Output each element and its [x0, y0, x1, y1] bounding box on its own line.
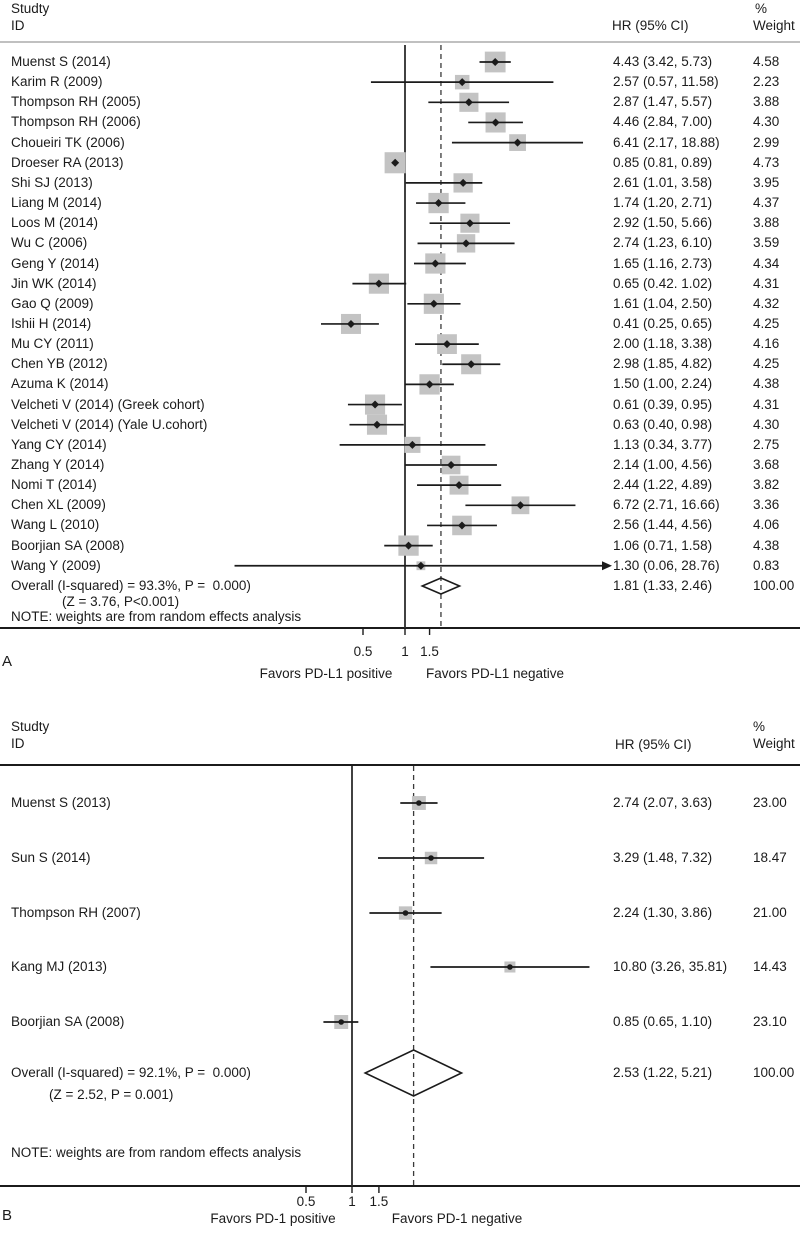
- overall-z-label: (Z = 2.52, P = 0.001): [49, 1087, 174, 1102]
- hr-value: 0.85 (0.81, 0.89): [613, 154, 713, 170]
- axis-tick-label: 1: [401, 644, 409, 659]
- hr-value: 2.98 (1.85, 4.82): [613, 356, 713, 372]
- study-label: Gao Q (2009): [11, 295, 94, 311]
- point-marker: [428, 855, 434, 861]
- study-label: Sun S (2014): [11, 850, 91, 865]
- weight-value: 3.95: [753, 174, 780, 190]
- study-label: Thompson RH (2006): [11, 114, 141, 130]
- col-header-percent: %: [753, 719, 766, 734]
- hr-value: 1.50 (1.00, 2.24): [613, 376, 713, 392]
- study-label: Shi SJ (2013): [11, 174, 93, 190]
- favors-right-label: Favors PD-1 negative: [391, 1211, 523, 1226]
- hr-value: 2.14 (1.00, 4.56): [613, 457, 713, 472]
- weight-value: 3.88: [753, 215, 780, 231]
- axis-tick-label: 1: [348, 1194, 356, 1209]
- weight-value: 4.38: [753, 376, 780, 392]
- study-label: Zhang Y (2014): [11, 457, 105, 472]
- weight-value: 18.47: [753, 850, 787, 865]
- study-label: Mu CY (2011): [11, 336, 94, 352]
- study-label: Nomi T (2014): [11, 477, 97, 493]
- hr-value: 1.30 (0.06, 28.76): [613, 557, 720, 573]
- col-header-hr: HR (95% CI): [615, 737, 692, 752]
- study-label: Muenst S (2013): [11, 795, 111, 810]
- study-label: Boorjian SA (2008): [11, 1014, 125, 1029]
- hr-value: 2.74 (2.07, 3.63): [613, 795, 713, 810]
- weight-value: 4.16: [753, 336, 780, 352]
- study-label: Velcheti V (2014) (Greek cohort): [11, 396, 205, 412]
- axis-tick-label: 1.5: [420, 644, 439, 659]
- study-label: Wang Y (2009): [11, 557, 101, 573]
- point-marker: [507, 964, 513, 970]
- hr-value: 2.24 (1.30, 3.86): [613, 905, 713, 920]
- study-label: Karim R (2009): [11, 74, 103, 90]
- overall-weight-value: 100.00: [753, 578, 795, 593]
- weight-value: 14.43: [753, 959, 787, 974]
- study-label: Velcheti V (2014) (Yale U.cohort): [11, 416, 208, 432]
- weight-value: 2.75: [753, 436, 780, 452]
- point-marker: [338, 1019, 344, 1025]
- overall-label: Overall (I-squared) = 93.3%, P = 0.000): [11, 578, 251, 593]
- col-header-weight: Weight: [753, 18, 795, 33]
- note-text: NOTE: weights are from random effects analysis: [11, 1145, 302, 1160]
- weight-value: 3.88: [753, 94, 780, 110]
- study-label: Wu C (2006): [11, 235, 88, 251]
- weight-value: 21.00: [753, 905, 787, 920]
- hr-value: 0.41 (0.25, 0.65): [613, 315, 713, 331]
- axis-tick-label: 1.5: [369, 1194, 389, 1209]
- hr-value: 2.87 (1.47, 5.57): [613, 94, 713, 110]
- ci-arrow-right: [602, 561, 612, 570]
- favors-left-label: Favors PD-1 positive: [210, 1211, 336, 1226]
- weight-value: 4.37: [753, 195, 780, 211]
- axis-tick-label: 0.5: [296, 1194, 316, 1209]
- hr-value: 2.61 (1.01, 3.58): [613, 174, 713, 190]
- hr-value: 2.00 (1.18, 3.38): [613, 336, 713, 352]
- weight-value: 4.30: [753, 416, 780, 432]
- panel-label-b: B: [2, 1207, 13, 1224]
- weight-value: 0.83: [753, 557, 780, 573]
- study-label: Thompson RH (2007): [11, 905, 141, 920]
- hr-value: 2.74 (1.23, 6.10): [613, 235, 713, 251]
- hr-value: 4.46 (2.84, 7.00): [613, 114, 713, 130]
- hr-value: 0.61 (0.39, 0.95): [613, 396, 713, 412]
- weight-value: 3.59: [753, 235, 780, 251]
- study-label: Choueiri TK (2006): [11, 134, 125, 150]
- hr-value: 10.80 (3.26, 35.81): [613, 959, 728, 974]
- weight-value: 4.32: [753, 295, 780, 311]
- overall-label: Overall (I-squared) = 92.1%, P = 0.000): [11, 1065, 251, 1080]
- weight-value: 4.25: [753, 356, 780, 372]
- col-header-percent: %: [755, 1, 768, 16]
- hr-value: 0.65 (0.42. 1.02): [613, 275, 713, 291]
- hr-value: 0.85 (0.65, 1.10): [613, 1014, 713, 1029]
- overall-z-label: (Z = 3.76, P<0.001): [62, 594, 180, 609]
- hr-value: 2.44 (1.22, 4.89): [613, 477, 713, 493]
- col-header-study-line2: ID: [11, 736, 25, 751]
- favors-left-label: Favors PD-L1 positive: [259, 666, 393, 681]
- weight-value: 2.23: [753, 74, 780, 90]
- study-label: Liang M (2014): [11, 195, 102, 211]
- weight-value: 4.31: [753, 275, 780, 291]
- hr-value: 4.43 (3.42, 5.73): [613, 54, 713, 69]
- study-label: Jin WK (2014): [11, 275, 97, 291]
- weight-value: 4.25: [753, 315, 780, 331]
- weight-value: 23.00: [753, 795, 787, 810]
- weight-value: 4.31: [753, 396, 780, 412]
- weight-value: 2.99: [753, 134, 780, 150]
- overall-hr-value: 1.81 (1.33, 2.46): [613, 578, 713, 593]
- weight-value: 23.10: [753, 1014, 787, 1029]
- overall-hr-value: 2.53 (1.22, 5.21): [613, 1065, 713, 1080]
- study-label: Azuma K (2014): [11, 376, 109, 392]
- note-text: NOTE: weights are from random effects analysis: [11, 609, 302, 624]
- study-label: Loos M (2014): [11, 215, 99, 231]
- weight-value: 3.36: [753, 497, 780, 513]
- study-label: Chen YB (2012): [11, 356, 108, 372]
- weight-value: 4.06: [753, 517, 780, 533]
- study-label: Kang MJ (2013): [11, 959, 108, 974]
- hr-value: 1.65 (1.16, 2.73): [613, 255, 713, 271]
- point-marker: [403, 910, 409, 916]
- study-label: Wang L (2010): [11, 517, 100, 533]
- weight-value: 4.58: [753, 54, 780, 69]
- favors-right-label: Favors PD-L1 negative: [425, 666, 565, 681]
- weight-value: 3.68: [753, 457, 780, 472]
- hr-value: 2.56 (1.44, 4.56): [613, 517, 713, 533]
- hr-value: 2.57 (0.57, 11.58): [613, 74, 719, 90]
- panel-label-a: A: [2, 653, 13, 670]
- study-label: Droeser RA (2013): [11, 154, 124, 170]
- hr-value: 1.06 (0.71, 1.58): [613, 537, 713, 553]
- hr-value: 3.29 (1.48, 7.32): [613, 850, 713, 865]
- study-label: Geng Y (2014): [11, 255, 100, 271]
- weight-value: 4.34: [753, 255, 780, 271]
- weight-value: 3.82: [753, 477, 780, 493]
- study-label: Yang CY (2014): [11, 436, 107, 452]
- overall-weight-value: 100.00: [753, 1065, 795, 1080]
- col-header-study-line1: Studty: [11, 719, 50, 734]
- study-label: Muenst S (2014): [11, 54, 111, 69]
- study-label: Chen XL (2009): [11, 497, 106, 513]
- point-marker: [416, 800, 422, 806]
- hr-value: 6.72 (2.71, 16.66): [613, 497, 720, 513]
- axis-tick-label: 0.5: [353, 644, 373, 659]
- hr-value: 1.13 (0.34, 3.77): [613, 436, 713, 452]
- col-header-weight: Weight: [753, 736, 795, 751]
- study-label: Thompson RH (2005): [11, 94, 141, 110]
- hr-value: 6.41 (2.17, 18.88): [613, 134, 720, 150]
- hr-value: 1.74 (1.20, 2.71): [613, 195, 713, 211]
- hr-value: 0.63 (0.40, 0.98): [613, 416, 713, 432]
- panel-b: [0, 714, 800, 1233]
- col-header-hr: HR (95% CI): [612, 18, 689, 33]
- hr-value: 2.92 (1.50, 5.66): [613, 215, 713, 231]
- col-header-study-line2: ID: [11, 18, 25, 33]
- study-label: Ishii H (2014): [11, 315, 92, 331]
- col-header-study-line1: Studty: [11, 1, 50, 16]
- weight-value: 4.73: [753, 154, 780, 170]
- study-label: Boorjian SA (2008): [11, 537, 125, 553]
- weight-value: 4.30: [753, 114, 780, 130]
- weight-value: 4.38: [753, 537, 780, 553]
- hr-value: 1.61 (1.04, 2.50): [613, 295, 713, 311]
